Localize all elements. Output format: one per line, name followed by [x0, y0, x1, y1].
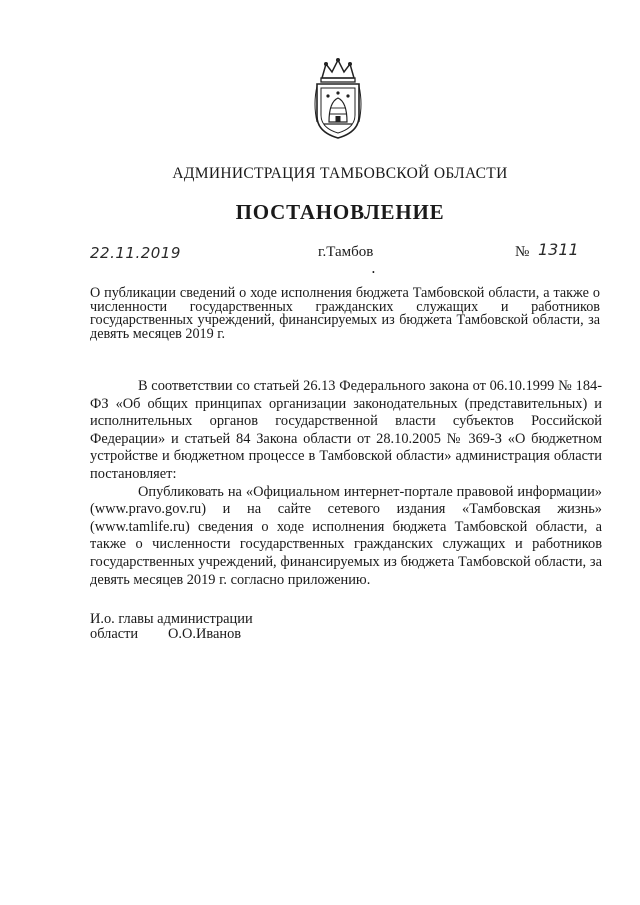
body-paragraph: Опубликовать на «Официальном интернет-портале правовой информации» (www.pravo.gov.ru) и на сайте сетевого издания «Тамбовская жизнь» (www.tamlife.ru) сведения о ходе исполнения бюджета Тамбовской области, а также о численности государственных гражданских служащих и работников государственных учреждений, финансируемых из бюджета Тамбовской области, за девять месяцев 2019 г. согласно приложению.	[90, 483, 602, 588]
document-number: 1311	[538, 240, 579, 259]
signatory-name: О.О.Иванов	[168, 626, 242, 642]
document-number-label: №	[515, 244, 530, 260]
authority-heading: АДМИНИСТРАЦИЯ ТАМБОВСКОЙ ОБЛАСТИ	[172, 165, 508, 182]
signatory-position: И.о. главы администрации	[90, 611, 253, 627]
document-body	[90, 378, 602, 589]
document-date: 22.11.2019	[90, 244, 181, 262]
separator-dot: •	[372, 268, 375, 277]
coat-of-arms-icon	[312, 56, 364, 140]
document-subject: О публикации сведений о ходе исполнения бюджета Тамбовской области, а также о численности государственных гражданских служащих и работников государственных учреждений, финансируемых из бюджета Тамбовской области, за девять месяцев 2019 г.	[90, 285, 600, 342]
document-title: ПОСТАНОВЛЕНИЕ	[235, 200, 445, 224]
document-city: г.Тамбов	[318, 244, 374, 260]
body-paragraph: В соответствии со статьей 26.13 Федерального закона от 06.10.1999 № 184-ФЗ «Об общих принципах организации законодательных (представительных) и исполнительных органов государственной власти субъектов Российской Федерации» и статьей 84 Закона области от 28.10.2005 № 369-З «О бюджетном устройстве и бюджетном процессе в Тамбовской области» администрация области постановляет:	[90, 378, 602, 482]
signatory-position: области	[90, 626, 139, 642]
